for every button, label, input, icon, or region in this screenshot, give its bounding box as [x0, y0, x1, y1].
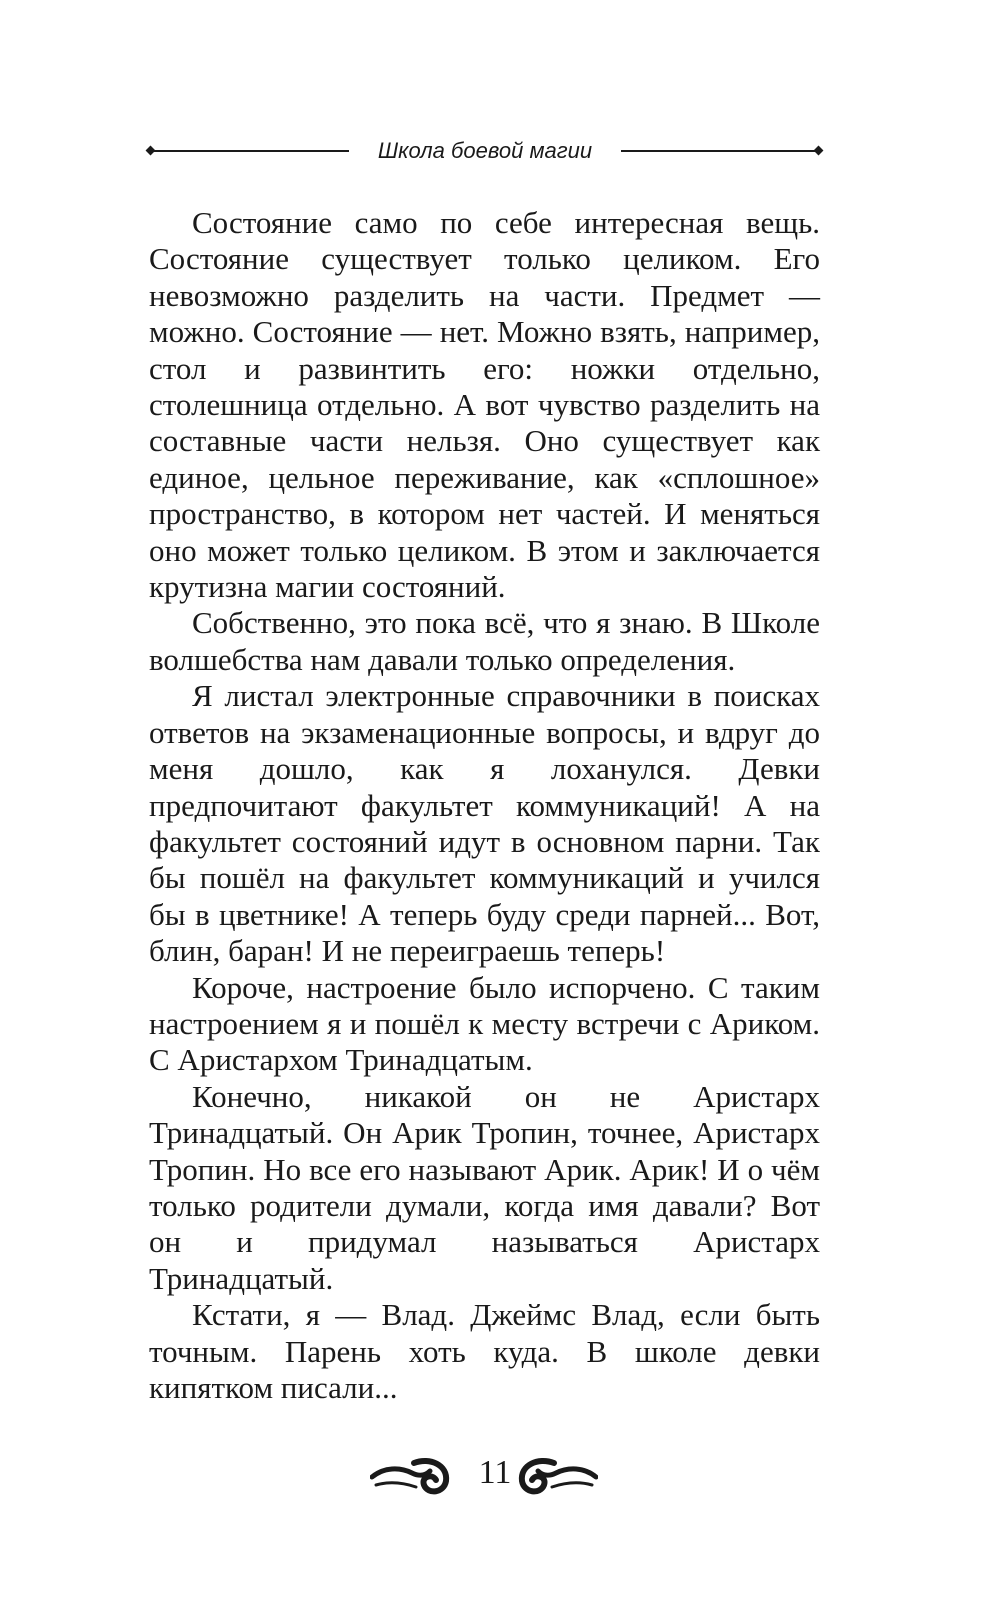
paragraph: Состояние само по себе интересная вещь. Состояние существует только целиком. Его невозможно разделить на части. Предмет — можно. Состояние — нет. Можно взять, например, стол и развинтить его: ножки отдельно, столешница отдельно. А вот чувство разделить на составные части нельзя. Оно существует как единое, цельное переживание, как «сплошное» пространство, в котором нет частей. И меняться оно может только целиком. В этом и заключается крутизна магии состояний.	[149, 205, 820, 605]
paragraph: Короче, настроение было испорчено. С таким настроением я и пошёл к месту встречи с Ариком. С Аристархом Тринадцатым.	[149, 969, 820, 1078]
paragraph: Я листал электронные справочники в поисках ответов на экзаменационные вопросы, и вдруг до меня дошло, как я лоханулся. Девки предпочитают факультет коммуникаций! А на факультет состояний идут в основном парни. Так бы пошёл на факультет коммуникаций и учился бы в цветнике! А теперь буду среди парней... Вот, блин, баран! И не переиграешь теперь!	[149, 678, 820, 969]
header-diamond-right	[814, 146, 824, 156]
running-header	[147, 133, 822, 169]
body-text	[149, 205, 820, 1406]
paragraph: Конечно, никакой он не Аристарх Тринадцатый. Он Арик Тропин, точнее, Аристарх Тропин. Но все его называют Арик. Арик! И о чём только родители думали, когда имя давали? Вот он и придумал называться Аристарх Тринадцатый.	[149, 1078, 820, 1296]
header-rule-right	[621, 150, 816, 152]
page-footer	[370, 1447, 630, 1507]
page-number: 11	[478, 1454, 512, 1491]
header-rule-left	[153, 150, 349, 152]
ornament-right-icon	[516, 1455, 598, 1499]
ornament-left-icon	[370, 1455, 452, 1499]
paragraph: Кстати, я — Влад. Джеймс Влад, если быть точным. Парень хоть куда. В школе девки кипятком писали...	[149, 1297, 820, 1405]
running-header-title: Школа боевой магии	[377, 138, 593, 163]
paragraph: Собственно, это пока всё, что я знаю. В Школе волшебства нам давали только определения.	[149, 605, 820, 677]
